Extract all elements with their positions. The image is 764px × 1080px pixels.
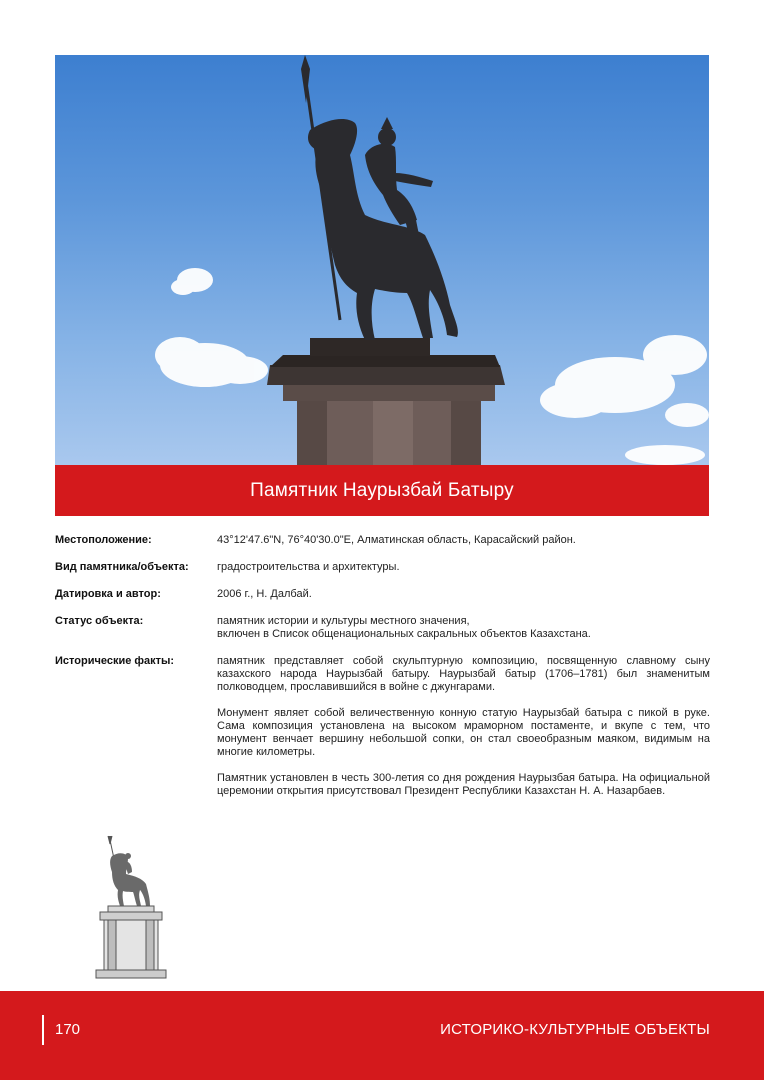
info-row-status — [55, 615, 710, 641]
info-row-type — [55, 561, 710, 574]
info-row-facts — [55, 655, 710, 798]
status-value — [217, 615, 710, 641]
facts-label: Исторические факты: — [55, 655, 175, 667]
location-label: Местоположение: — [55, 534, 152, 546]
page-number: 170 — [55, 1021, 81, 1038]
page-title: Памятник Наурызбай Батыру — [55, 465, 709, 516]
location-value: 43°12'47.6"N, 76°40'30.0"E, Алматинская область, Карасайский район. — [217, 534, 576, 546]
info-row-location — [55, 534, 710, 547]
dating-value: 2006 г., Н. Далбай. — [217, 588, 312, 600]
status-line-2: включен в Список общенациональных сакральных объектов Казахстана. — [217, 628, 591, 640]
facts-paragraph-3: Памятник установлен в честь 300-летия со дня рождения Наурызбая батыра. На официальной церемонии открытия присутствовал Президент Республики Казахстан Н. А. Назарбаев. — [217, 772, 710, 797]
status-label: Статус объекта: — [55, 615, 144, 627]
footer-divider — [42, 1015, 44, 1045]
status-line-1: памятник истории и культуры местного значения, — [217, 615, 470, 627]
type-label: Вид памятника/объекта: — [55, 561, 189, 573]
equestrian-statue-sketch — [86, 834, 176, 984]
facts-value — [217, 655, 710, 798]
section-title: ИСТОРИКО-КУЛЬТУРНЫЕ ОБЪЕКТЫ — [440, 1021, 710, 1038]
type-value: градостроительства и архитектуры. — [217, 561, 400, 573]
info-row-dating — [55, 588, 710, 601]
facts-paragraph-1: памятник представляет собой скульптурную композицию, посвященную славному сыну казахского народа Наурызбай батыру. Наурызбай батыр (1706–1781) был знаменитым полководцем, прославившийся в войне с джунгарами. — [217, 655, 710, 693]
facts-paragraph-2: Монумент являет собой величественную конную статую Наурызбай батыра с пикой в руке. Сама композиция установлена на высоком мраморном постаменте, и вкупе с тем, что монумент венчает вершину небольшой сопки, он стал своеобразным маяком, видимым на многие километры. — [217, 707, 710, 758]
monument-photo — [55, 55, 709, 465]
equestrian-statue-photo — [55, 55, 709, 465]
dating-label: Датировка и автор: — [55, 588, 161, 600]
page-footer — [0, 991, 764, 1080]
info-table — [55, 534, 710, 812]
